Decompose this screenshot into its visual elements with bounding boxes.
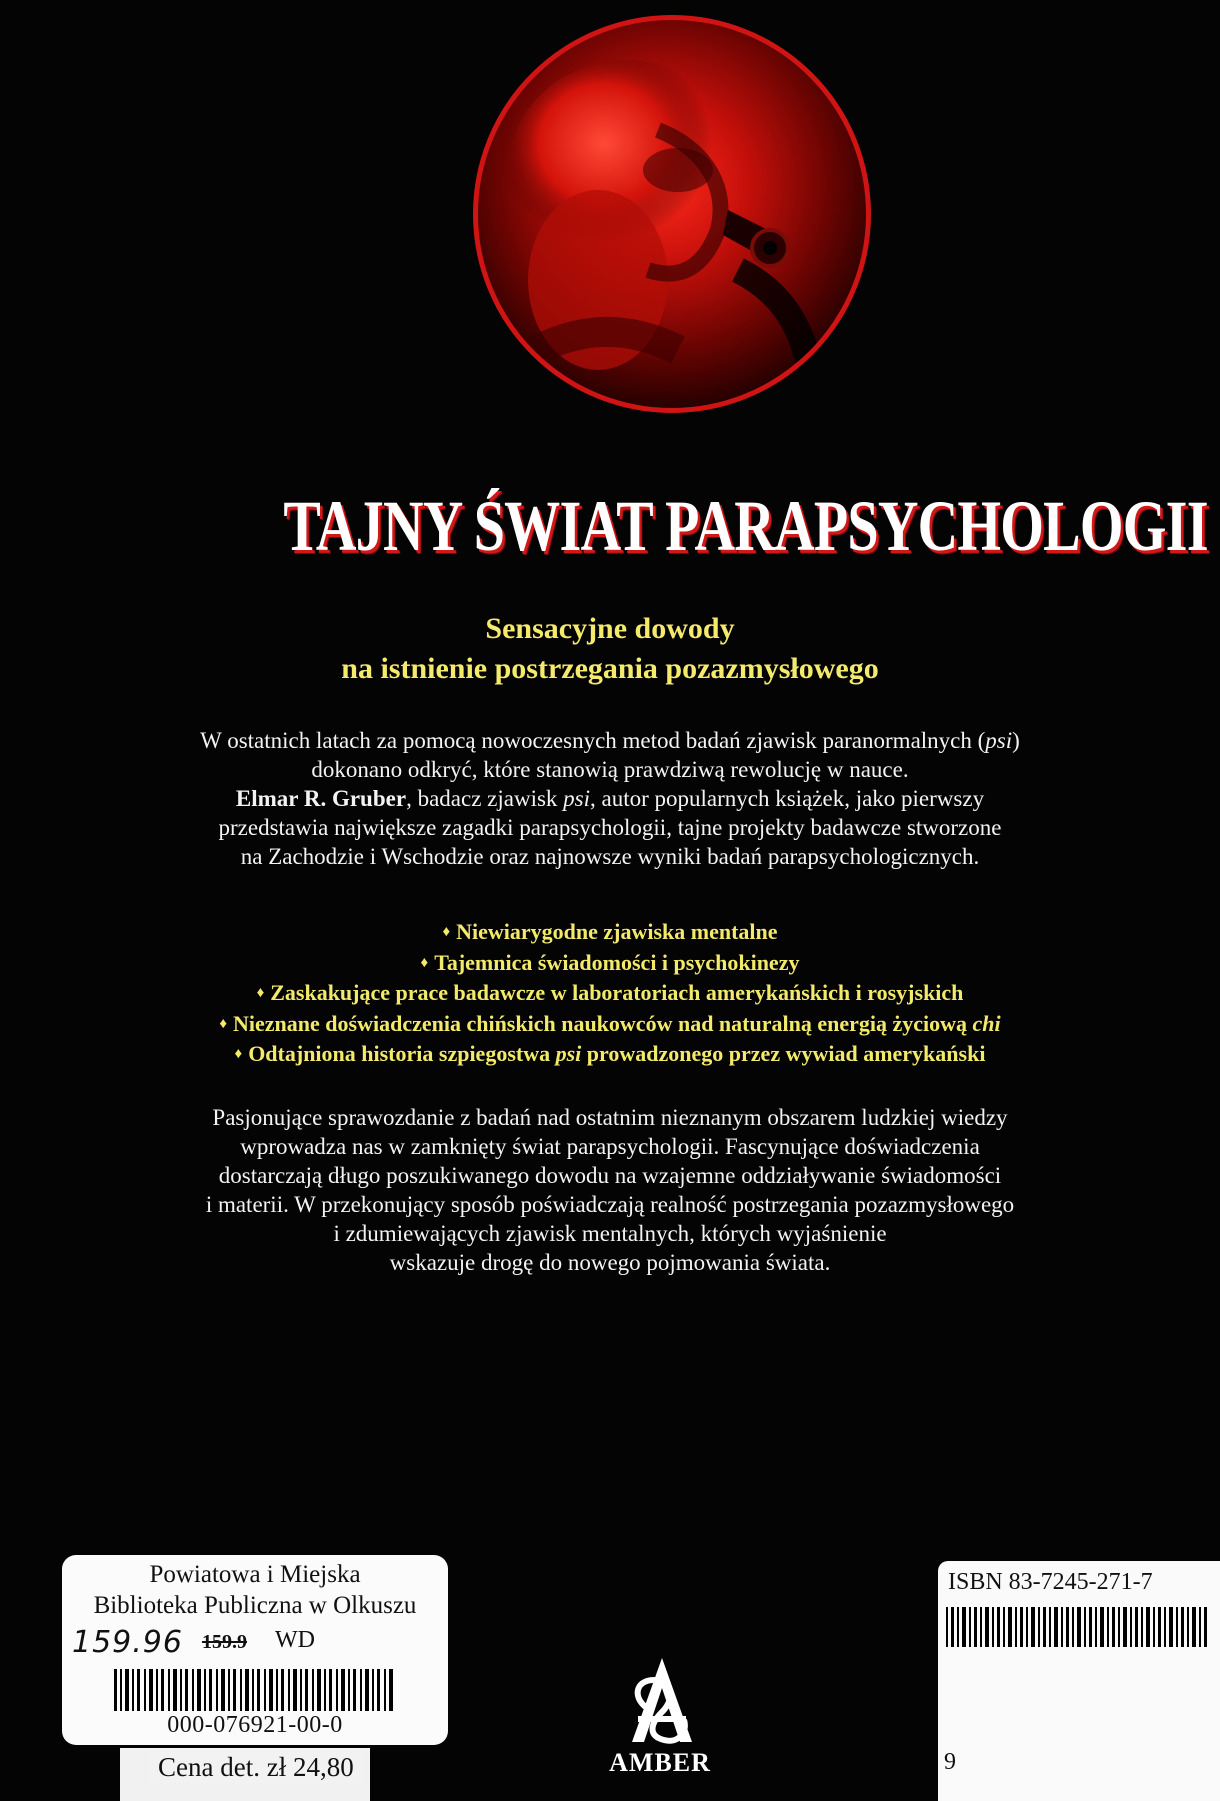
summary-paragraph (150, 1103, 1070, 1277)
library-name-line-1: Powiatowa i Miejska (149, 1561, 361, 1588)
shelfmark-suffix: WD (275, 1627, 315, 1653)
bullet-text: Odtajniona historia szpiegostwa (248, 1041, 556, 1066)
subtitle-line-1: Sensacyjne dowody (485, 612, 735, 645)
diamond-bullet-icon: ♦ (442, 924, 451, 940)
intro-line-1 (150, 726, 1070, 755)
bullet-item (140, 1009, 1080, 1040)
bullet-text: Zaskakujące prace badawcze w laboratoriach amerykańskich i rosyjskich (270, 980, 964, 1005)
chi-term: chi (972, 1010, 1001, 1036)
intro-line-3 (150, 784, 1070, 813)
summary-line-3: dostarczają długo poszukiwanego dowodu na wzajemne oddziaływanie świadomości (218, 1163, 1002, 1188)
isbn-barcode (946, 1607, 1216, 1647)
bullet-text: Niewiarygodne zjawiska mentalne (456, 919, 778, 944)
red-face-illustration (478, 20, 866, 408)
cover-photo-circle (473, 15, 871, 413)
psi-term: psi (555, 1041, 582, 1066)
subtitle-line-2: na istnienie postrzegania pozazmysłowego (341, 652, 879, 685)
intro-line-1-close: ) (1012, 728, 1020, 753)
psi-term: psi (985, 728, 1013, 753)
handwritten-shelfmark: 159.96 (72, 1625, 183, 1660)
feature-bullets (140, 917, 1080, 1070)
bullet-text-end: prowadzonego przez wywiad amerykański (581, 1041, 986, 1066)
isbn-box (938, 1561, 1220, 1801)
bullet-item (140, 1039, 1080, 1070)
summary-line-5: i zdumiewających zjawisk mentalnych, których wyjaśnienie (333, 1221, 887, 1246)
library-barcode-number: 000-076921-00-0 (167, 1712, 343, 1738)
diamond-bullet-icon: ♦ (256, 985, 265, 1001)
bullet-item (140, 978, 1080, 1009)
retail-price: Cena det. zł 24,80 (150, 1752, 362, 1783)
diamond-bullet-icon: ♦ (420, 954, 429, 971)
book-title: TAJNY ŚWIAT PARAPSYCHOLOGII (283, 486, 1208, 566)
ean-first-digit: 9 (944, 1749, 956, 1775)
bullet-item (140, 917, 1080, 948)
library-name-line-2: Biblioteka Publiczna w Olkuszu (93, 1592, 417, 1619)
amber-logo-icon (592, 1650, 732, 1750)
intro-line-1-text: W ostatnich latach za pomocą nowoczesnych metod badań zjawisk paranormalnych ( (200, 728, 986, 753)
intro-line-5: na Zachodzie i Wschodzie oraz najnowsze wyniki badań parapsychologicznych. (240, 844, 980, 869)
summary-line-2: wprowadza nas w zamknięty świat parapsychologii. Fascynujące doświadczenia (240, 1134, 980, 1159)
intro-line-4: przedstawia największe zagadki parapsychologii, tajne projekty badawcze stworzone (218, 815, 1002, 840)
intro-line-3-mid: , badacz zjawisk (406, 786, 564, 811)
publisher-name: AMBER (609, 1748, 711, 1777)
summary-line-1: Pasjonujące sprawozdanie z badań nad ostatnim nieznanym obszarem ludzkiej wiedzy (212, 1105, 1008, 1130)
library-barcode (114, 1669, 394, 1711)
bullet-text: Nieznane doświadczenia chińskich naukowców nad naturalną energią życiową (233, 1010, 973, 1036)
isbn-number: ISBN 83-7245-271-7 (948, 1569, 1153, 1595)
diamond-bullet-icon: ♦ (219, 1015, 228, 1032)
library-sticker (62, 1555, 448, 1745)
summary-line-6: wskazuje drogę do nowego pojmowania świata. (389, 1250, 831, 1275)
intro-line-3-post: , autor popularnych książek, jako pierwszy (590, 786, 985, 811)
author-name: Elmar R. Gruber (235, 786, 407, 811)
intro-line-2: dokonano odkryć, które stanowią prawdziwą rewolucję w nauce. (311, 757, 909, 782)
diamond-bullet-icon: ♦ (234, 1046, 243, 1062)
intro-paragraph (150, 726, 1070, 871)
bullet-text: Tajemnica świadomości i psychokinezy (434, 949, 800, 975)
bullet-item (140, 948, 1080, 979)
summary-line-4: i materii. W przekonujący sposób poświadczają realność postrzegania pozazmysłowego (205, 1192, 1015, 1217)
struck-shelfmark: 159.9 (202, 1631, 247, 1653)
psi-term: psi (563, 786, 590, 811)
